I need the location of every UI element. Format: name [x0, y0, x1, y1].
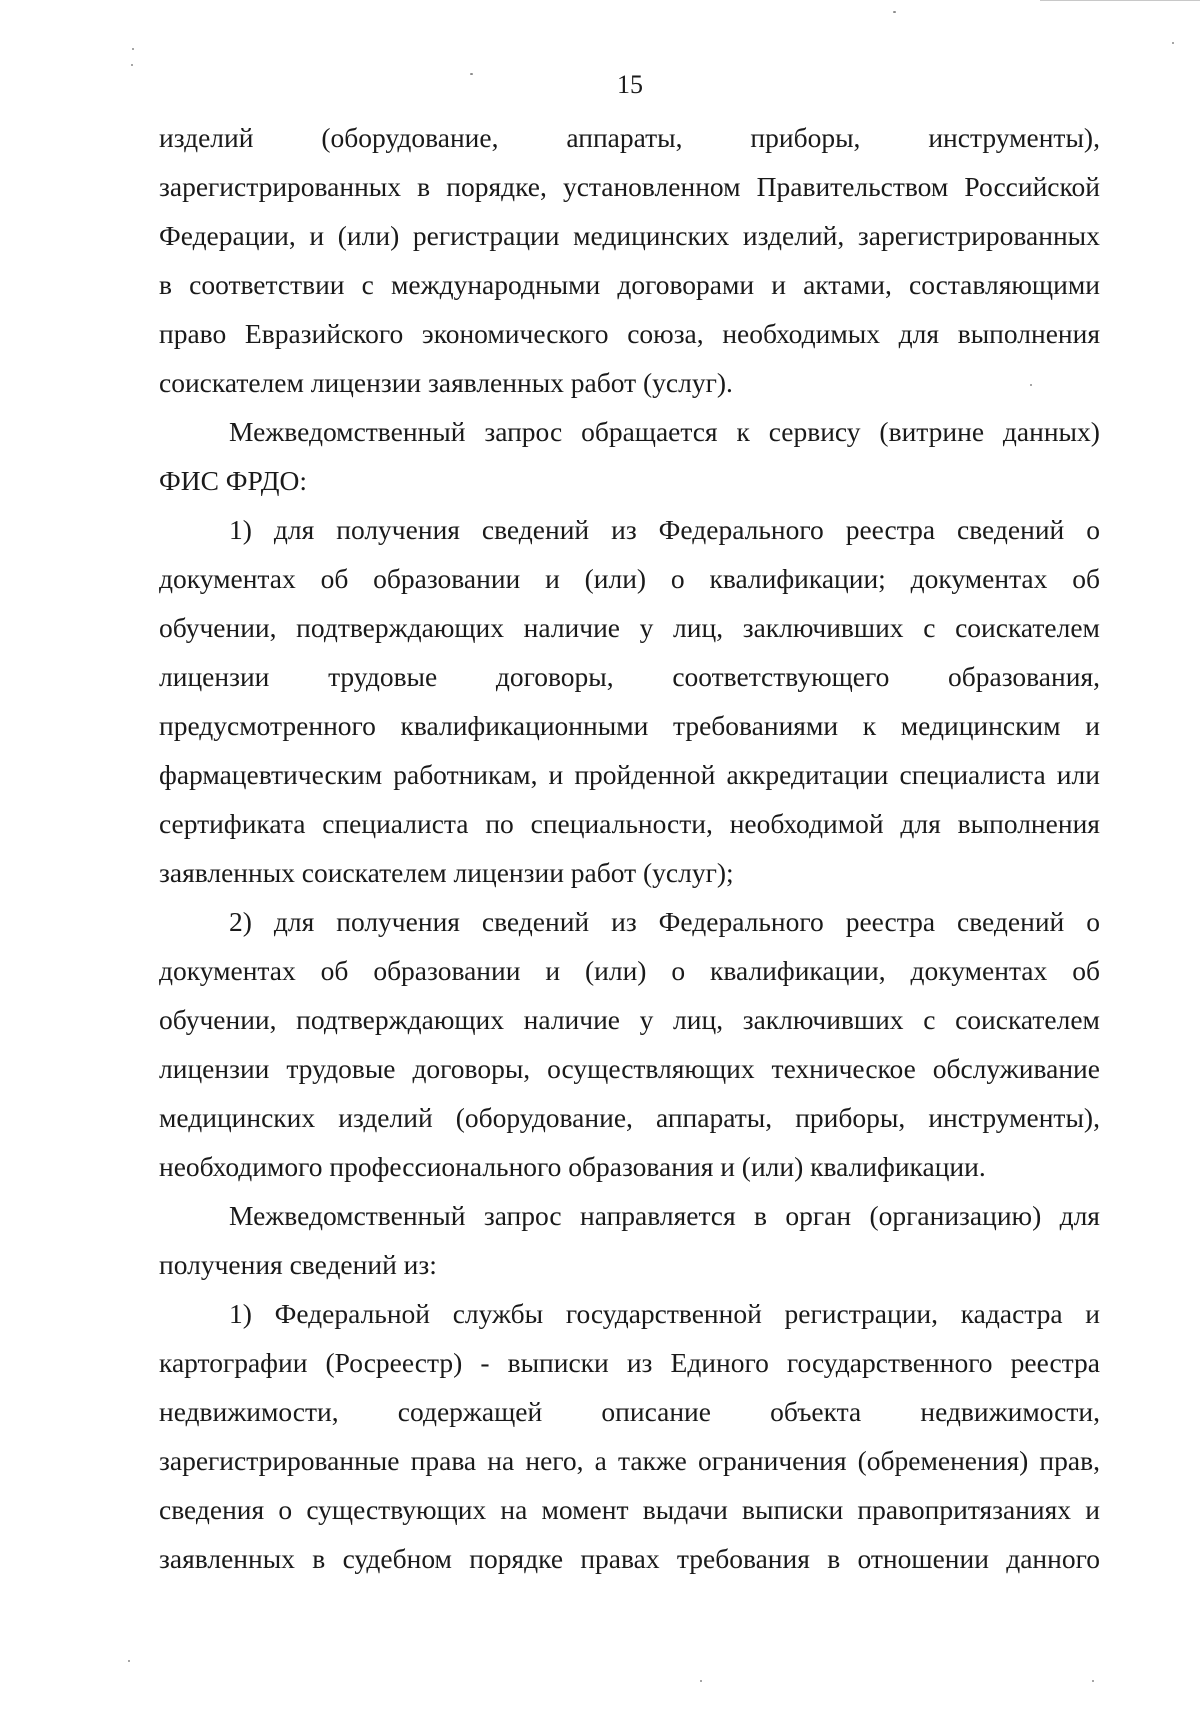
word: кадастра: [960, 1298, 1063, 1329]
word: квалификации,: [710, 955, 886, 986]
word: реестра: [845, 514, 936, 545]
text-line: [159, 1289, 1100, 1338]
word: право: [159, 318, 227, 349]
word: изделий: [338, 1102, 433, 1133]
page-number: 15: [617, 70, 643, 99]
word: данного: [1006, 1543, 1100, 1574]
text-line: [159, 750, 1100, 799]
word: зарегистрированных: [159, 171, 402, 202]
word: -: [480, 1347, 490, 1378]
word: соискателем: [955, 612, 1100, 643]
word: реестра: [845, 906, 936, 937]
word: образовании: [373, 563, 521, 594]
scan-speck: [1172, 42, 1174, 44]
word: из: [611, 906, 637, 937]
scan-speck: [132, 48, 134, 50]
word: недвижимости,: [920, 1396, 1100, 1427]
word: трудовые: [286, 1053, 396, 1084]
word: картографии: [159, 1347, 308, 1378]
word: требованиями: [672, 710, 839, 741]
word: (витрине: [879, 416, 985, 447]
word: документах: [910, 955, 1048, 986]
word: осуществляющих: [547, 1053, 755, 1084]
scan-speck: [470, 73, 473, 75]
text-line: [159, 995, 1100, 1044]
word: Единого: [670, 1347, 769, 1378]
text-line: [159, 1093, 1100, 1142]
scan-speck: [1092, 1680, 1094, 1682]
word: а: [594, 1445, 607, 1476]
text-line: [159, 1142, 1100, 1191]
word: актами,: [803, 269, 892, 300]
word: (оборудование,: [455, 1102, 633, 1133]
word: сведений: [481, 514, 590, 545]
word: заявленных: [159, 1543, 295, 1574]
text-line: [159, 1534, 1100, 1583]
word: предусмотренного: [159, 710, 376, 741]
word: образовании: [373, 955, 521, 986]
word: аппараты,: [656, 1102, 773, 1133]
word: 1): [229, 514, 252, 545]
word: выполнения: [957, 318, 1100, 349]
word: сведений: [957, 514, 1065, 545]
word: также: [618, 1445, 687, 1476]
word: и: [1085, 710, 1100, 741]
word: о: [670, 563, 685, 594]
text-line: [159, 554, 1100, 603]
word: работникам,: [393, 759, 538, 790]
word: 1): [229, 1298, 252, 1329]
word: подтверждающих: [296, 612, 505, 643]
word: трудовые: [328, 661, 438, 692]
word: Евразийского: [244, 318, 404, 349]
text-line: [159, 946, 1100, 995]
word: и: [548, 759, 564, 790]
word: прав,: [1039, 1445, 1100, 1476]
word: медицинских: [159, 1102, 316, 1133]
word: приборы,: [795, 1102, 906, 1133]
word: сведения: [159, 1494, 265, 1525]
word: правах: [580, 1543, 660, 1574]
text-line: [159, 701, 1100, 750]
word: (Росреестр): [325, 1347, 463, 1378]
word: с: [923, 612, 936, 643]
word: образования,: [948, 661, 1100, 692]
word: сведений: [957, 906, 1065, 937]
text-line: [159, 1240, 1100, 1289]
word: экономического: [421, 318, 609, 349]
word: квалификации;: [709, 563, 886, 594]
word: на: [500, 1494, 528, 1525]
word: (обременения): [857, 1445, 1029, 1476]
text-line: [159, 358, 1100, 407]
word: права: [410, 1445, 477, 1476]
scan-speck: [700, 1680, 702, 1682]
word: Межведомственный: [229, 416, 466, 447]
word: техническое: [771, 1053, 916, 1084]
text-line: [159, 211, 1100, 260]
word: на: [487, 1445, 515, 1476]
word: орган: [785, 1200, 852, 1231]
text-line: [159, 1338, 1100, 1387]
word: недвижимости,: [159, 1396, 339, 1427]
text-line: [159, 603, 1100, 652]
word: лиц,: [673, 612, 724, 643]
word: квалификационными: [400, 710, 649, 741]
line-text: заявленных соискателем лицензии работ (услуг);: [159, 857, 734, 888]
line-text: ФИС ФРДО:: [159, 465, 308, 496]
word: с: [923, 1004, 936, 1035]
word: в: [754, 1200, 768, 1231]
word: для: [273, 906, 315, 937]
word: установленном: [562, 171, 741, 202]
word: соответствии: [189, 269, 345, 300]
text-line: [159, 1191, 1100, 1240]
word: ограничения: [697, 1445, 847, 1476]
word: судебном: [342, 1543, 452, 1574]
word: инструменты),: [928, 1102, 1100, 1133]
word: объекта: [770, 1396, 862, 1427]
text-line: [159, 505, 1100, 554]
word: сертификата: [159, 808, 306, 839]
word: заключивших: [742, 1004, 904, 1035]
text-line: [159, 1044, 1100, 1093]
word: и: [309, 220, 325, 251]
scan-speck: [893, 11, 896, 13]
word: выписки: [507, 1347, 609, 1378]
word: о: [1086, 514, 1100, 545]
word: подтверждающих: [296, 1004, 505, 1035]
word: обучении,: [159, 1004, 277, 1035]
text-line: [159, 652, 1100, 701]
word: об: [1072, 955, 1100, 986]
word: Межведомственный: [229, 1200, 466, 1231]
text-line: [159, 1387, 1100, 1436]
word: договорами: [617, 269, 755, 300]
word: выписки: [742, 1494, 844, 1525]
word: наличие: [523, 1004, 621, 1035]
word: необходимой: [729, 808, 884, 839]
word: для: [898, 318, 940, 349]
text-line: [159, 799, 1100, 848]
text-line: [159, 897, 1100, 946]
document-body: [159, 113, 1100, 1583]
text-line: [159, 260, 1100, 309]
word: в: [417, 171, 431, 202]
word: обучении,: [159, 612, 277, 643]
word: него,: [525, 1445, 584, 1476]
word: и: [545, 955, 561, 986]
word: соискателем: [955, 1004, 1100, 1035]
word: сервису: [768, 416, 861, 447]
word: специалиста: [322, 808, 469, 839]
word: изделий,: [742, 220, 845, 251]
word: порядке,: [446, 171, 547, 202]
word: порядке: [469, 1543, 564, 1574]
word: в: [312, 1543, 326, 1574]
word: изделий: [159, 122, 254, 153]
word: документах: [910, 563, 1048, 594]
word: службы: [452, 1298, 544, 1329]
word: выдачи: [642, 1494, 728, 1525]
word: к: [862, 710, 877, 741]
word: об: [320, 955, 349, 986]
word: Российской: [964, 171, 1100, 202]
text-line: [159, 456, 1100, 505]
word: обслуживание: [932, 1053, 1100, 1084]
word: государственного: [786, 1347, 993, 1378]
word: сведений: [481, 906, 590, 937]
line-text: соискателем лицензии заявленных работ (услуг).: [159, 367, 733, 398]
word: в: [827, 1543, 841, 1574]
word: аппараты,: [566, 122, 683, 153]
word: договоры,: [495, 661, 614, 692]
word: Федерального: [658, 906, 824, 937]
word: для: [1059, 1200, 1100, 1231]
word: (или): [584, 563, 647, 594]
word: Федерации,: [159, 220, 296, 251]
word: данных): [1002, 416, 1100, 447]
word: Федеральной: [274, 1298, 431, 1329]
word: описание: [601, 1396, 711, 1427]
word: (организацию): [869, 1200, 1042, 1231]
word: зарегистрированные: [159, 1445, 400, 1476]
word: из: [626, 1347, 653, 1378]
text-line: [159, 162, 1100, 211]
word: о: [278, 1494, 293, 1525]
word: получения: [336, 906, 460, 937]
word: получения: [336, 514, 460, 545]
word: (или): [584, 955, 647, 986]
word: документах: [159, 955, 296, 986]
word: в: [159, 269, 172, 300]
word: документах: [159, 563, 296, 594]
word: и: [545, 563, 560, 594]
word: 2): [229, 906, 252, 937]
word: составляющими: [908, 269, 1100, 300]
word: направляется: [580, 1200, 736, 1231]
word: и: [1085, 1298, 1100, 1329]
text-line: [159, 1436, 1100, 1485]
text-line: [159, 407, 1100, 456]
word: по: [485, 808, 514, 839]
word: лиц,: [673, 1004, 724, 1035]
word: отношении: [857, 1543, 989, 1574]
scan-speck: [1030, 384, 1032, 386]
text-line: [159, 848, 1100, 897]
word: регистрации: [412, 220, 560, 251]
line-text: получения сведений из:: [159, 1249, 437, 1280]
word: международными: [390, 269, 601, 300]
word: (или): [337, 220, 400, 251]
word: для: [900, 808, 941, 839]
word: союза,: [627, 318, 704, 349]
word: с: [361, 269, 374, 300]
word: о: [1086, 906, 1100, 937]
word: пройденной: [574, 759, 716, 790]
word: приборы,: [750, 122, 861, 153]
scan-edge-mark: [1040, 0, 1200, 1]
word: момент: [541, 1494, 629, 1525]
word: правопритязаниях: [857, 1494, 1072, 1525]
word: существующих: [306, 1494, 487, 1525]
word: об: [320, 563, 349, 594]
word: аккредитации: [726, 759, 889, 790]
word: специальности,: [530, 808, 713, 839]
word: выполнения: [957, 808, 1100, 839]
word: (оборудование,: [321, 122, 499, 153]
text-line: [159, 1485, 1100, 1534]
word: запрос: [484, 416, 563, 447]
word: у: [639, 1004, 654, 1035]
word: о: [671, 955, 686, 986]
word: фармацевтическим: [159, 759, 383, 790]
word: соответствующего: [672, 661, 890, 692]
word: требования: [676, 1543, 810, 1574]
word: запрос: [483, 1200, 562, 1231]
word: из: [611, 514, 637, 545]
word: и: [771, 269, 786, 300]
scan-speck: [131, 64, 133, 66]
word: Правительством: [756, 171, 949, 202]
word: обращается: [581, 416, 718, 447]
word: зарегистрированных: [857, 220, 1100, 251]
word: медицинских: [573, 220, 730, 251]
word: или: [1056, 759, 1100, 790]
text-line: [159, 113, 1100, 162]
word: для: [273, 514, 315, 545]
word: реестра: [1010, 1347, 1100, 1378]
word: специалиста: [899, 759, 1046, 790]
word: договоры,: [412, 1053, 531, 1084]
scan-speck: [128, 1660, 130, 1662]
word: лицензии: [159, 661, 270, 692]
word: и: [1085, 1494, 1100, 1525]
word: Федерального: [658, 514, 824, 545]
word: необходимых: [722, 318, 880, 349]
word: об: [1072, 563, 1100, 594]
word: у: [639, 612, 654, 643]
text-line: [159, 309, 1100, 358]
word: заключивших: [742, 612, 904, 643]
word: содержащей: [397, 1396, 543, 1427]
word: государственной: [565, 1298, 762, 1329]
word: регистрации,: [784, 1298, 939, 1329]
word: наличие: [523, 612, 621, 643]
line-text: необходимого профессионального образования и (или) квалификации.: [159, 1151, 986, 1182]
word: инструменты),: [928, 122, 1100, 153]
word: лицензии: [159, 1053, 270, 1084]
word: медицинским: [900, 710, 1061, 741]
word: к: [736, 416, 750, 447]
